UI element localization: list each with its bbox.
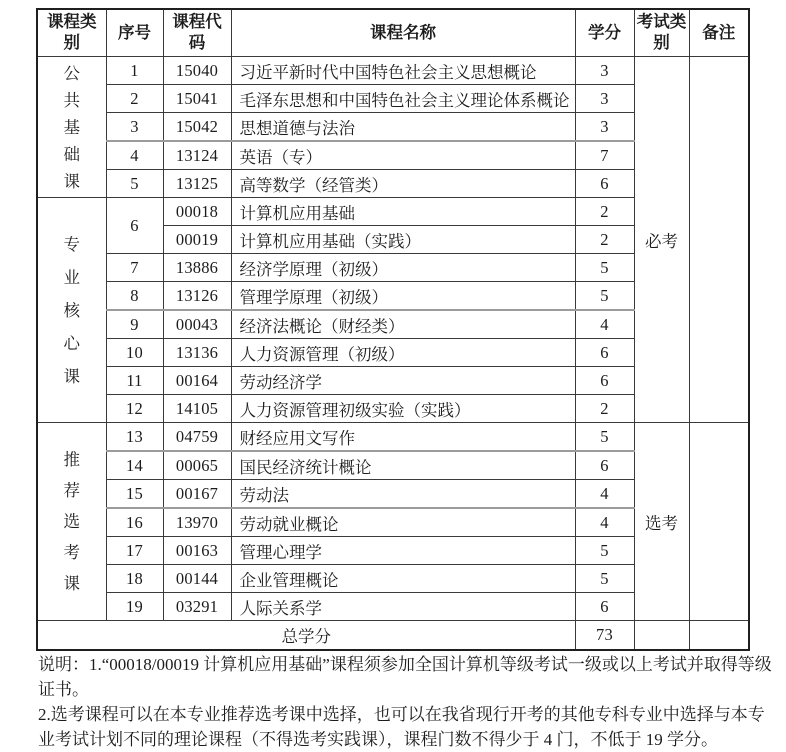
code-cell: 14105 <box>163 395 231 423</box>
category-cell <box>37 198 106 423</box>
column-header-code: 课程代码 <box>163 9 231 57</box>
seq-cell: 5 <box>106 170 163 198</box>
note-line: 说明：1.“00018/00019 计算机应用基础”课程须参加全国计算机等级考试一级或以上考试并取得等级 <box>38 655 772 674</box>
remarks-cell <box>689 423 749 621</box>
code-cell: 00018 <box>163 198 231 226</box>
name-cell: 习近平新时代中国特色社会主义思想概论 <box>231 57 575 85</box>
code-cell: 00144 <box>163 565 231 593</box>
credits-cell: 6 <box>575 170 634 198</box>
name-cell: 国民经济统计概论 <box>231 451 575 480</box>
name-cell: 人际关系学 <box>231 593 575 621</box>
code-cell: 00163 <box>163 537 231 565</box>
name-cell: 财经应用文写作 <box>231 423 575 452</box>
seq-cell: 13 <box>106 423 163 452</box>
name-cell: 计算机应用基础（实践） <box>231 226 575 254</box>
category-vertical-label: 专业核心课 <box>63 234 80 386</box>
credits-cell: 5 <box>575 254 634 282</box>
total-remarks-cell <box>689 621 749 651</box>
name-cell: 经济学原理（初级） <box>231 254 575 282</box>
credits-cell: 4 <box>575 310 634 339</box>
note-line: 证书。 <box>38 680 89 699</box>
seq-cell: 15 <box>106 480 163 509</box>
name-cell: 计算机应用基础 <box>231 198 575 226</box>
note-line: 业考试计划不同的理论课程（不得选考实践课），课程门数不得少于 4 门，不低于 19 学分。 <box>38 730 718 749</box>
name-cell: 高等数学（经管类） <box>231 170 575 198</box>
column-header-remarks: 备注 <box>689 9 749 57</box>
credits-cell: 5 <box>575 565 634 593</box>
seq-cell: 3 <box>106 113 163 142</box>
seq-cell: 9 <box>106 310 163 339</box>
name-cell: 劳动经济学 <box>231 367 575 395</box>
credits-cell: 5 <box>575 537 634 565</box>
total-exam-cell <box>634 621 689 651</box>
credits-cell: 6 <box>575 367 634 395</box>
table-row <box>37 57 749 85</box>
code-cell: 00019 <box>163 226 231 254</box>
seq-cell: 17 <box>106 537 163 565</box>
name-cell: 经济法概论（财经类） <box>231 310 575 339</box>
name-cell: 管理心理学 <box>231 537 575 565</box>
remarks-cell <box>689 57 749 423</box>
code-cell: 15040 <box>163 57 231 85</box>
seq-cell: 11 <box>106 367 163 395</box>
code-cell: 04759 <box>163 423 231 452</box>
total-credits-cell: 73 <box>575 621 634 651</box>
seq-cell: 18 <box>106 565 163 593</box>
column-header-exam-type: 考试类别 <box>634 9 689 57</box>
code-cell: 00065 <box>163 451 231 480</box>
credits-cell: 2 <box>575 226 634 254</box>
seq-cell: 8 <box>106 282 163 311</box>
name-cell: 企业管理概论 <box>231 565 575 593</box>
credits-cell: 2 <box>575 395 634 423</box>
name-cell: 英语（专） <box>231 141 575 170</box>
credits-cell: 4 <box>575 480 634 509</box>
category-vertical-label: 推荐选考课 <box>63 450 80 593</box>
course-plan-table <box>36 8 750 651</box>
credits-cell: 5 <box>575 282 634 311</box>
code-cell: 13124 <box>163 141 231 170</box>
credits-cell: 6 <box>575 339 634 367</box>
note-line: 2.选考课程可以在本专业推荐选考课中选择，也可以在我省现行开考的其他专科专业中选择与本专 <box>38 705 765 724</box>
code-cell: 15041 <box>163 85 231 113</box>
name-cell: 思想道德与法治 <box>231 113 575 142</box>
code-cell: 13136 <box>163 339 231 367</box>
exam-type-cell: 必考 <box>634 57 689 423</box>
exam-type-cell: 选考 <box>634 423 689 621</box>
header-row <box>37 9 749 57</box>
credits-cell: 5 <box>575 423 634 452</box>
name-cell: 管理学原理（初级） <box>231 282 575 311</box>
column-header-category: 课程类别 <box>37 9 106 57</box>
name-cell: 劳动就业概论 <box>231 508 575 537</box>
seq-cell: 4 <box>106 141 163 170</box>
column-header-course-name: 课程名称 <box>231 9 575 57</box>
seq-cell: 2 <box>106 85 163 113</box>
seq-cell: 10 <box>106 339 163 367</box>
credits-cell: 2 <box>575 198 634 226</box>
code-cell: 00167 <box>163 480 231 509</box>
credits-cell: 3 <box>575 85 634 113</box>
code-cell: 00043 <box>163 310 231 339</box>
credits-cell: 6 <box>575 451 634 480</box>
seq-cell: 1 <box>106 57 163 85</box>
code-cell: 00164 <box>163 367 231 395</box>
notes-section <box>38 652 772 752</box>
seq-cell: 6 <box>106 198 163 254</box>
column-header-credits: 学分 <box>575 9 634 57</box>
credits-cell: 4 <box>575 508 634 537</box>
code-cell: 13126 <box>163 282 231 311</box>
table-header <box>37 9 749 57</box>
credits-cell: 3 <box>575 113 634 142</box>
code-cell: 13970 <box>163 508 231 537</box>
seq-cell: 16 <box>106 508 163 537</box>
code-cell: 03291 <box>163 593 231 621</box>
credits-cell: 3 <box>575 57 634 85</box>
name-cell: 人力资源管理（初级） <box>231 339 575 367</box>
category-cell <box>37 423 106 621</box>
seq-cell: 12 <box>106 395 163 423</box>
seq-cell: 14 <box>106 451 163 480</box>
name-cell: 人力资源管理初级实验（实践） <box>231 395 575 423</box>
code-cell: 13125 <box>163 170 231 198</box>
category-cell <box>37 57 106 198</box>
table-row <box>37 423 749 452</box>
seq-cell: 7 <box>106 254 163 282</box>
name-cell: 毛泽东思想和中国特色社会主义理论体系概论 <box>231 85 575 113</box>
total-label-cell: 总学分 <box>37 621 575 651</box>
credits-cell: 7 <box>575 141 634 170</box>
column-header-seq: 序号 <box>106 9 163 57</box>
seq-cell: 19 <box>106 593 163 621</box>
category-vertical-label: 公共基础课 <box>63 63 80 191</box>
course-table-body <box>37 57 749 651</box>
credits-cell: 6 <box>575 593 634 621</box>
name-cell: 劳动法 <box>231 480 575 509</box>
total-row <box>37 621 749 651</box>
code-cell: 15042 <box>163 113 231 142</box>
code-cell: 13886 <box>163 254 231 282</box>
